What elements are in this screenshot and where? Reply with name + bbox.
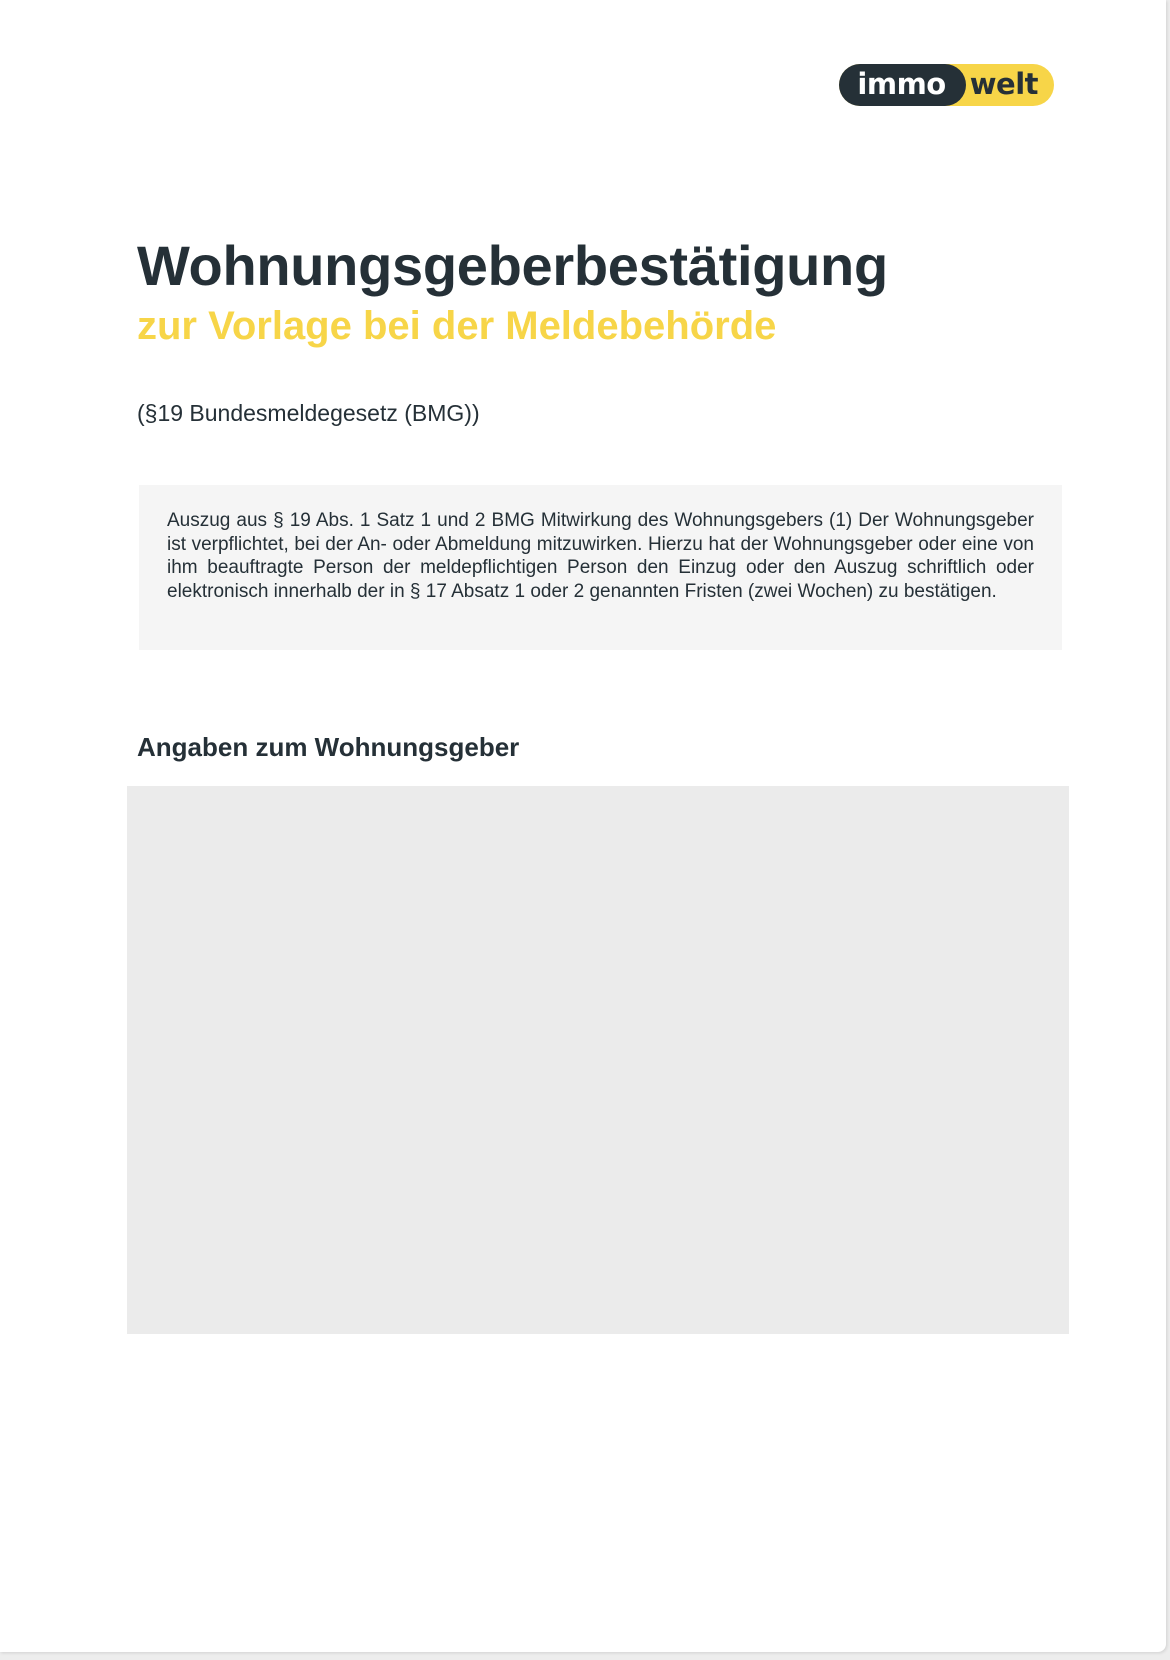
document-subtitle: zur Vorlage bei der Meldebehörde bbox=[137, 304, 777, 348]
landlord-details-placeholder bbox=[127, 786, 1069, 1334]
document-title: Wohnungsgeberbestätigung bbox=[137, 234, 888, 297]
law-excerpt-text: Auszug aus § 19 Abs. 1 Satz 1 und 2 BMG Mitwirkung des Wohnungsgebers (1) Der Wohnungsgeber ist verpflichtet, bei der An- oder Abmeldung mitzuwirken. Hierzu hat der Wohnungsgeber oder eine von ihm beauftragte Person der meldepflichtigen Person den Einzug oder den Auszug schriftlich oder elektronisch innerhalb der in § 17 Absatz 1 oder 2 genannten Fristen (zwei Wochen) zu bestätigen. bbox=[167, 510, 1034, 602]
logo-text-welt: welt bbox=[969, 67, 1038, 101]
immowelt-logo bbox=[839, 64, 1054, 106]
section-heading-landlord: Angaben zum Wohnungsgeber bbox=[137, 732, 520, 762]
law-excerpt-box bbox=[139, 485, 1062, 650]
law-reference: (§19 Bundesmeldegesetz (BMG)) bbox=[137, 400, 480, 426]
logo-text-immo: immo bbox=[839, 64, 965, 106]
logo-pill bbox=[839, 64, 1054, 106]
